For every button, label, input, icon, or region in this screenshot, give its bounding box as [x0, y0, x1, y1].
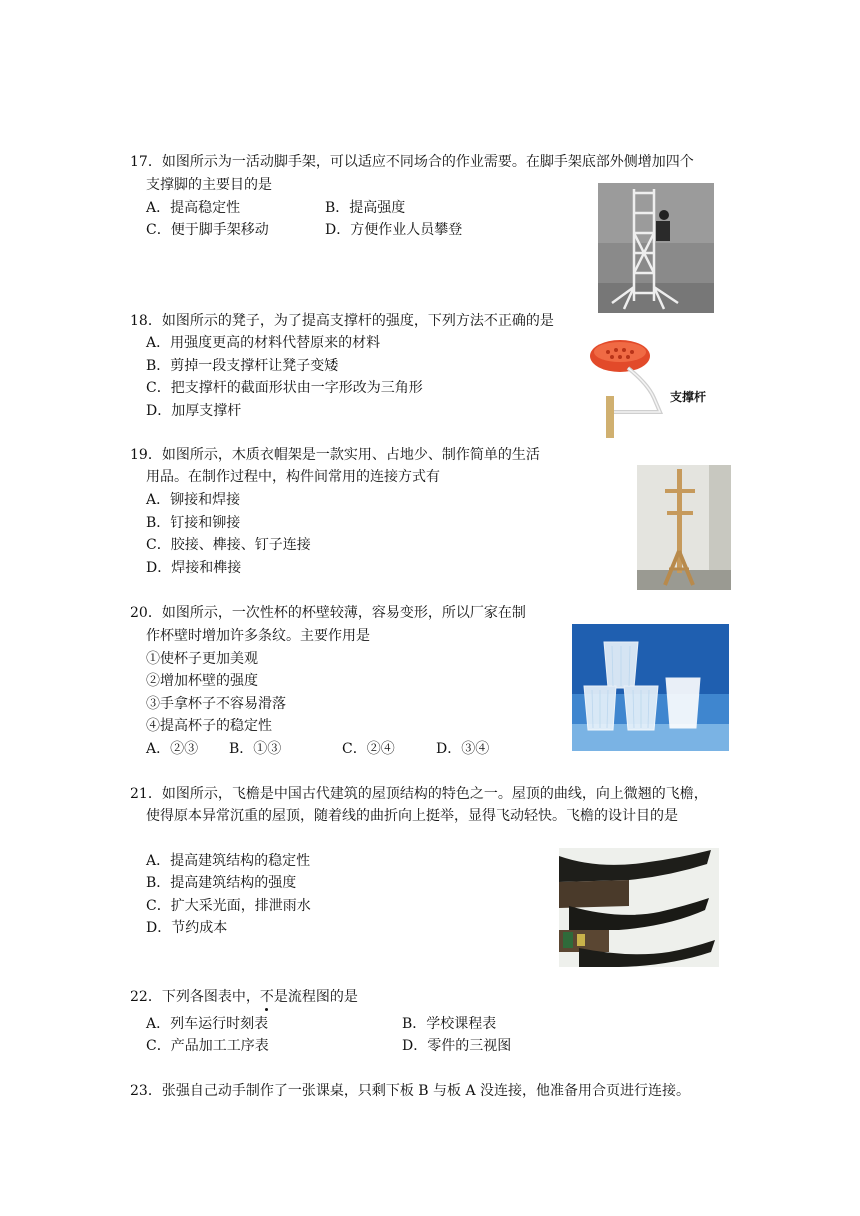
stool-photo	[584, 332, 716, 440]
q18-option-c: C．把支撑杆的截面形状由一字形改为三角形	[146, 380, 423, 396]
q22-option-c: C．产品加工工序表	[146, 1038, 269, 1054]
q20-item-4: ④提高杯子的稳定性	[146, 718, 272, 734]
q18-option-d: D．加厚支撑杆	[146, 403, 242, 419]
coat-rack-photo	[637, 465, 731, 590]
q17-option-d: D．方便作业人员攀登	[325, 222, 463, 238]
cups-photo	[572, 624, 729, 751]
q20-option-a: A．②③	[146, 741, 199, 757]
q17-stem-line-2: 支撑脚的主要目的是	[146, 177, 272, 193]
q22-option-a: A．列车运行时刻表	[146, 1016, 269, 1032]
q20-stem-line-2: 作杯壁时增加许多条纹。主要作用是	[146, 628, 370, 644]
q20-option-c: C．②④	[342, 741, 395, 757]
q20-option-b: B．①③	[229, 741, 282, 757]
q22-stem-emphasis: 不	[259, 989, 274, 1005]
q22-stem	[130, 987, 358, 1007]
support-rod-label: 支撑杆	[670, 390, 707, 404]
q18-option-a: A．用强度更高的材料代替原来的材料	[146, 335, 381, 351]
q17-option-a: A．提高稳定性	[146, 200, 241, 216]
scaffold-photo	[598, 183, 714, 313]
q22-stem-after: 是流程图的是	[273, 989, 358, 1005]
q21-option-b: B．提高建筑结构的强度	[146, 875, 297, 891]
q18-option-b: B．剪掉一段支撑杆让凳子变矮	[146, 358, 339, 374]
q20-item-1: ①使杯子更加美观	[146, 651, 258, 667]
q19-option-b: B．钉接和铆接	[146, 515, 241, 531]
q22-option-d: D．零件的三视图	[402, 1038, 512, 1054]
q22-stem-before: 22．下列各图表中，	[130, 989, 260, 1005]
q19-stem-line-1: 19．如图所示，木质衣帽架是一款实用、占地少、制作简单的生活	[130, 447, 540, 463]
q19-option-a: A．铆接和焊接	[146, 492, 241, 508]
q20-item-3: ③手拿杯子不容易滑落	[146, 696, 286, 712]
q17-stem-line-1: 17．如图所示为一活动脚手架，可以适应不同场合的作业需要。在脚手架底部外侧增加四个	[130, 154, 694, 170]
q21-stem-line-2: 使得原本异常沉重的屋顶，随着线的曲折向上挺举，显得飞动轻快。飞檐的设计目的是	[146, 808, 678, 824]
flying-eaves-photo	[559, 848, 719, 967]
q20-stem-line-1: 20．如图所示，一次性杯的杯壁较薄，容易变形，所以厂家在制	[130, 605, 526, 621]
q20-item-2: ②增加杯壁的强度	[146, 673, 258, 689]
q19-option-d: D．焊接和榫接	[146, 560, 242, 576]
q17-option-b: B．提高强度	[325, 200, 406, 216]
q21-option-c: C．扩大采光面，排泄雨水	[146, 898, 311, 914]
q19-stem-line-2: 用品。在制作过程中，构件间常用的连接方式有	[146, 469, 440, 485]
q21-option-a: A．提高建筑结构的稳定性	[146, 853, 311, 869]
q22-option-b: B．学校课程表	[402, 1016, 497, 1032]
q21-option-d: D．节约成本	[146, 920, 228, 936]
q23-stem: 23．张强自己动手制作了一张课桌，只剩下板 B 与板 A 没连接，他准备用合页进行连接。	[130, 1083, 691, 1099]
q17-option-c: C．便于脚手架移动	[146, 222, 269, 238]
q19-option-c: C．胶接、榫接、钉子连接	[146, 537, 311, 553]
q20-option-d: D．③④	[436, 741, 490, 757]
q21-stem-line-1: 21．如图所示，飞檐是中国古代建筑的屋顶结构的特色之一。屋顶的曲线，向上微翘的飞檐，	[130, 786, 708, 802]
q18-stem: 18．如图所示的凳子，为了提高支撑杆的强度，下列方法不正确的是	[130, 313, 554, 329]
